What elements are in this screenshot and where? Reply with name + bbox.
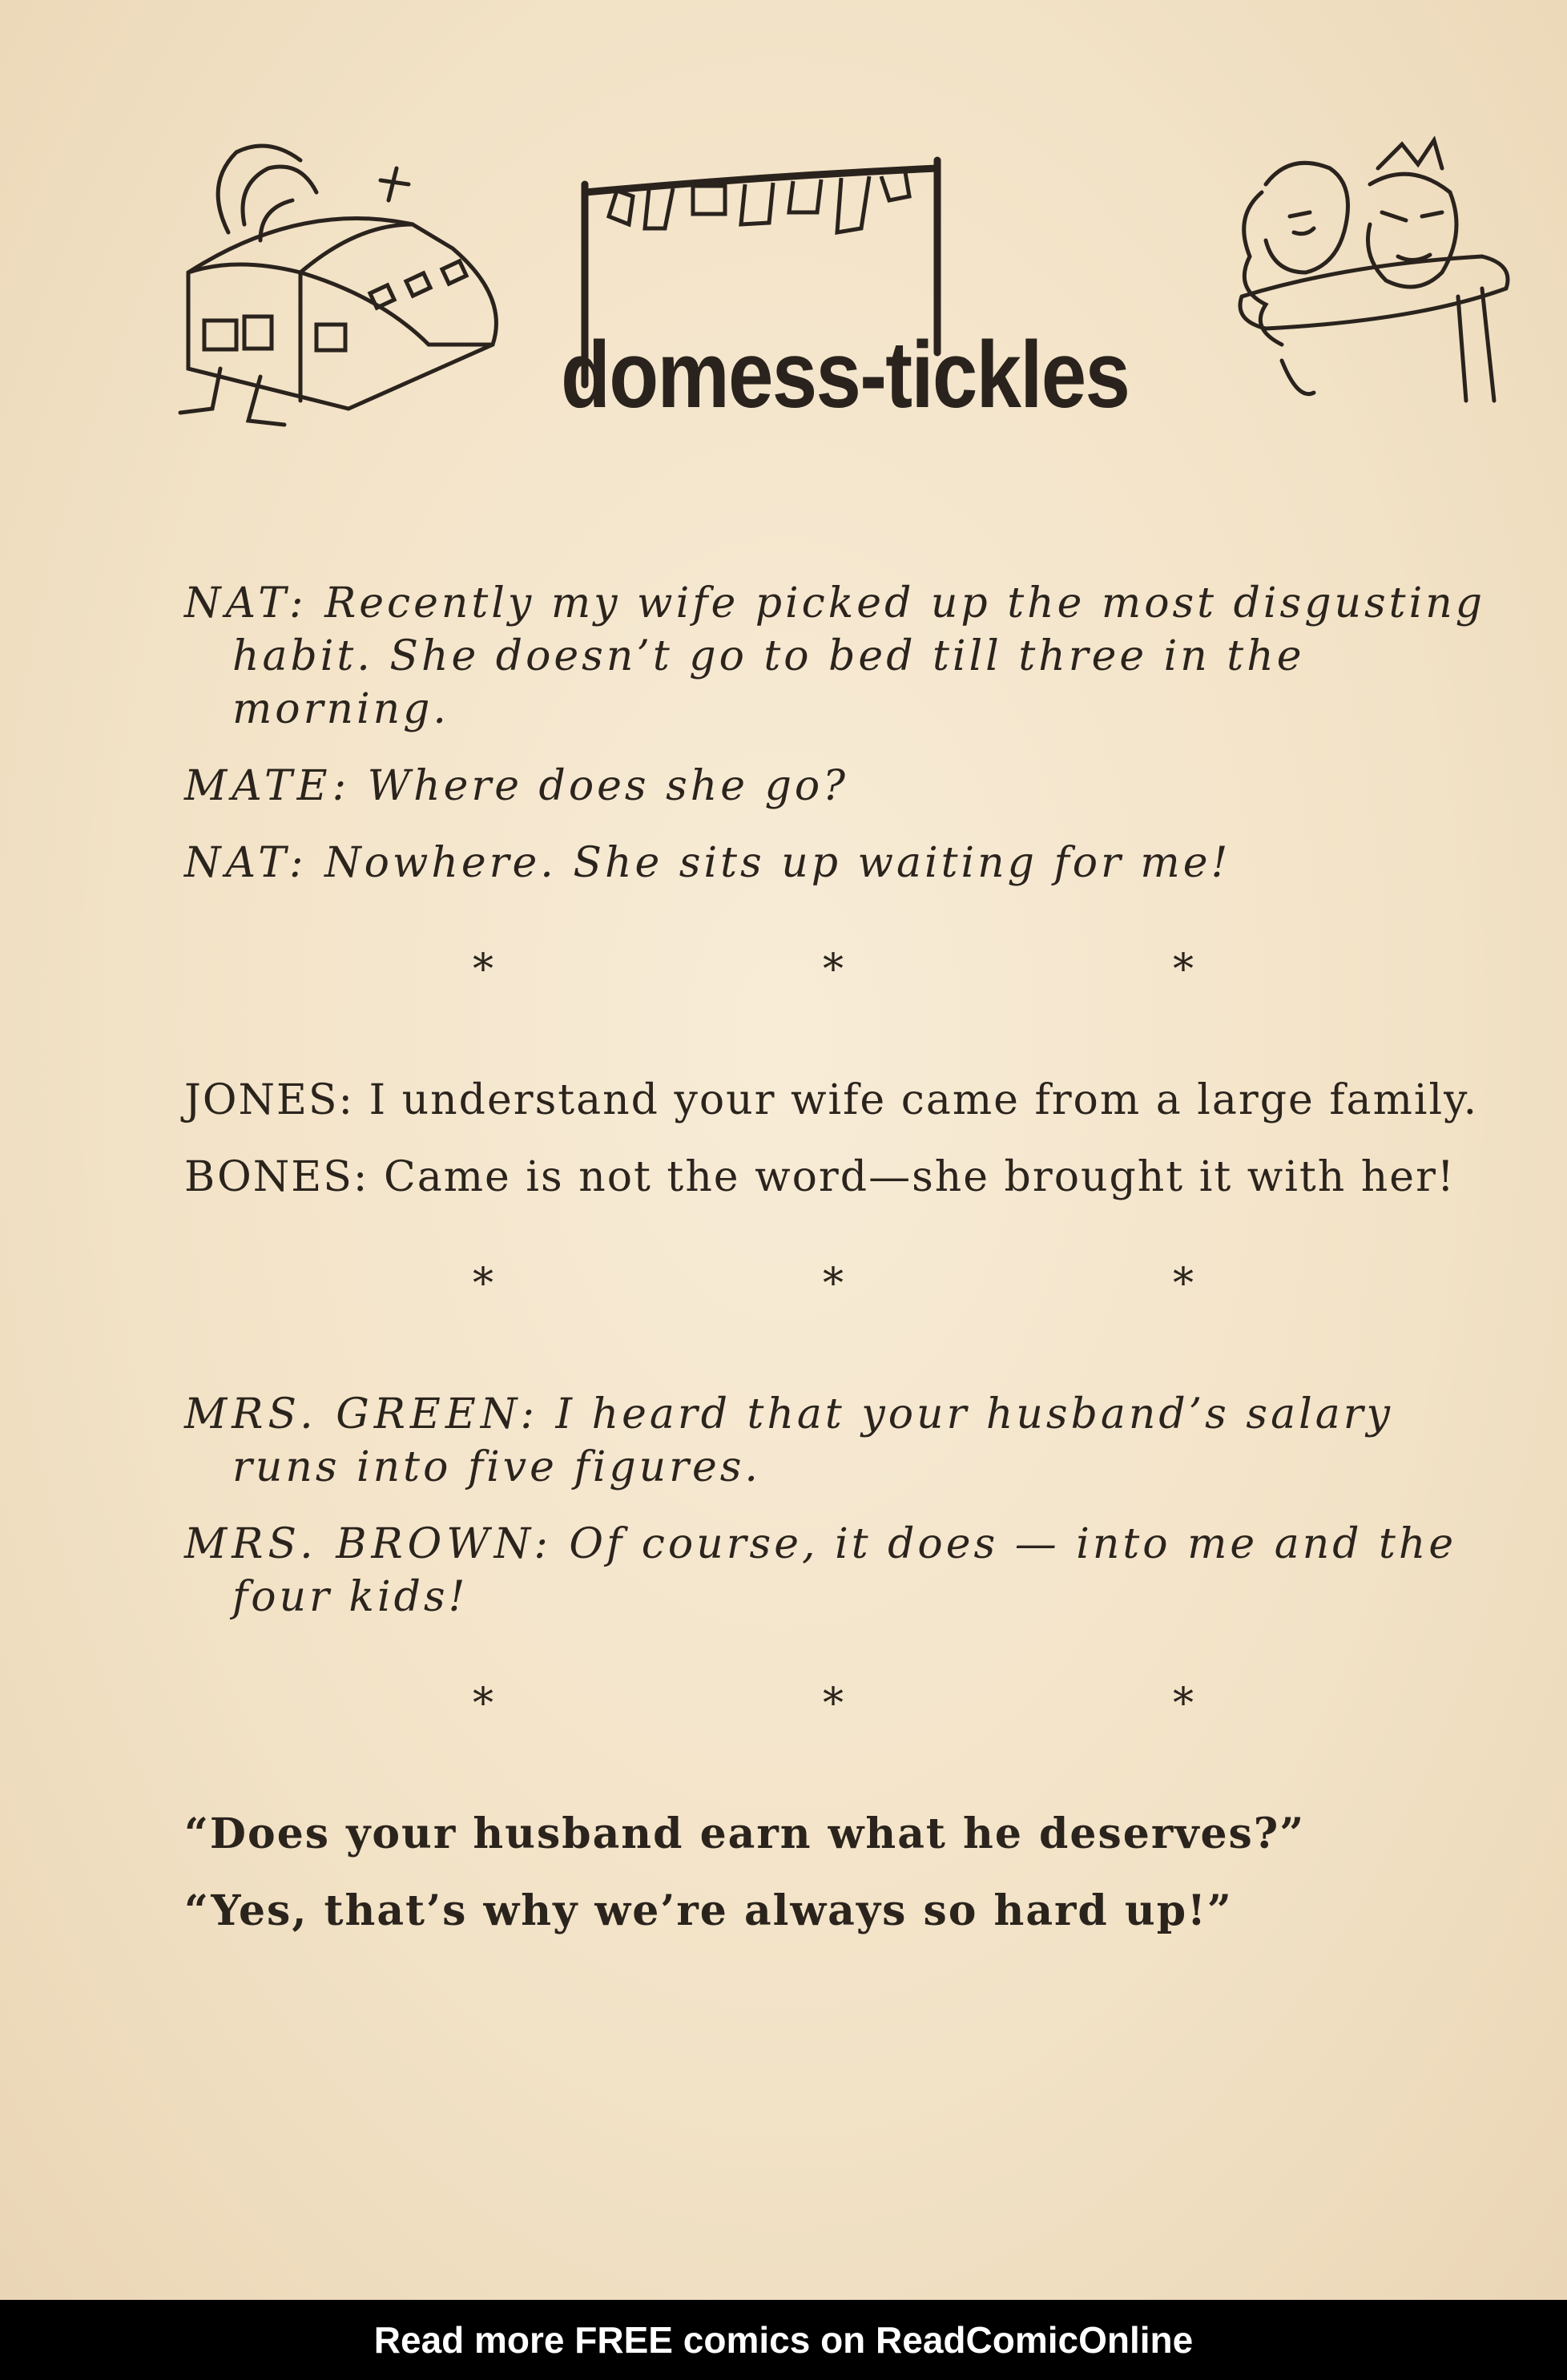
title-block <box>553 152 1218 428</box>
joke-line <box>184 1388 1498 1494</box>
joke-line <box>184 1074 1498 1127</box>
dialogue-text: Recently my wife picked up the most disgusting habit. She doesn’t go to bed till three in the morning. <box>232 579 1485 733</box>
dialogue-text: Of course, it does — into me and the four kids! <box>232 1520 1457 1621</box>
joke-line <box>184 1518 1498 1624</box>
speaker-label: MRS. BROWN: <box>184 1520 553 1568</box>
quonset-hut-icon <box>172 136 541 457</box>
asterisk: * <box>823 1260 844 1308</box>
asterisk: * <box>823 1680 844 1728</box>
asterisk: * <box>1173 1680 1194 1728</box>
joke-3 <box>184 1388 1498 1624</box>
asterisk: * <box>473 946 493 994</box>
speaker-label: MRS. GREEN: <box>184 1390 539 1438</box>
joke-line <box>184 1151 1498 1204</box>
speaker-label: NAT: <box>184 579 308 627</box>
asterisk: * <box>473 1680 493 1728</box>
promo-footer-link[interactable]: Read more FREE comics on ReadComicOnline <box>0 2300 1567 2380</box>
couple-illustration <box>1218 136 1522 441</box>
dialogue-text: Came is not the word—she brought it with her! <box>383 1153 1456 1201</box>
joke-line <box>184 577 1498 736</box>
page-title: domess-tickles <box>561 322 1130 428</box>
joke-line <box>184 760 1498 813</box>
joke-4 <box>184 1808 1498 1938</box>
speaker-label: JONES: <box>184 1076 355 1124</box>
asterisk: * <box>1173 1260 1194 1308</box>
joke-2 <box>184 1074 1498 1204</box>
quote-line: “Does your husband earn what he deserves?” <box>184 1809 1306 1858</box>
dialogue-text: Nowhere. She sits up waiting for me! <box>324 839 1231 887</box>
dialogue-text: Where does she go? <box>367 762 849 810</box>
quonset-hut-illustration <box>172 136 541 457</box>
joke-1 <box>184 577 1498 889</box>
joke-line <box>184 837 1498 889</box>
speaker-label: BONES: <box>184 1153 369 1201</box>
speaker-label: MATE: <box>184 762 352 810</box>
quote-line: “Yes, that’s why we’re always so hard up!” <box>184 1886 1233 1935</box>
separator <box>473 1260 1194 1308</box>
dialogue-text: I heard that your husband’s salary runs into five figures. <box>232 1390 1393 1491</box>
jokes-section <box>184 577 1498 1962</box>
asterisk: * <box>473 1260 493 1308</box>
asterisk: * <box>1173 946 1194 994</box>
separator <box>473 946 1194 994</box>
separator <box>473 1680 1194 1728</box>
couple-icon <box>1218 136 1522 441</box>
dialogue-text: I understand your wife came from a large family. <box>369 1076 1479 1124</box>
speaker-label: NAT: <box>184 839 308 887</box>
asterisk: * <box>823 946 844 994</box>
